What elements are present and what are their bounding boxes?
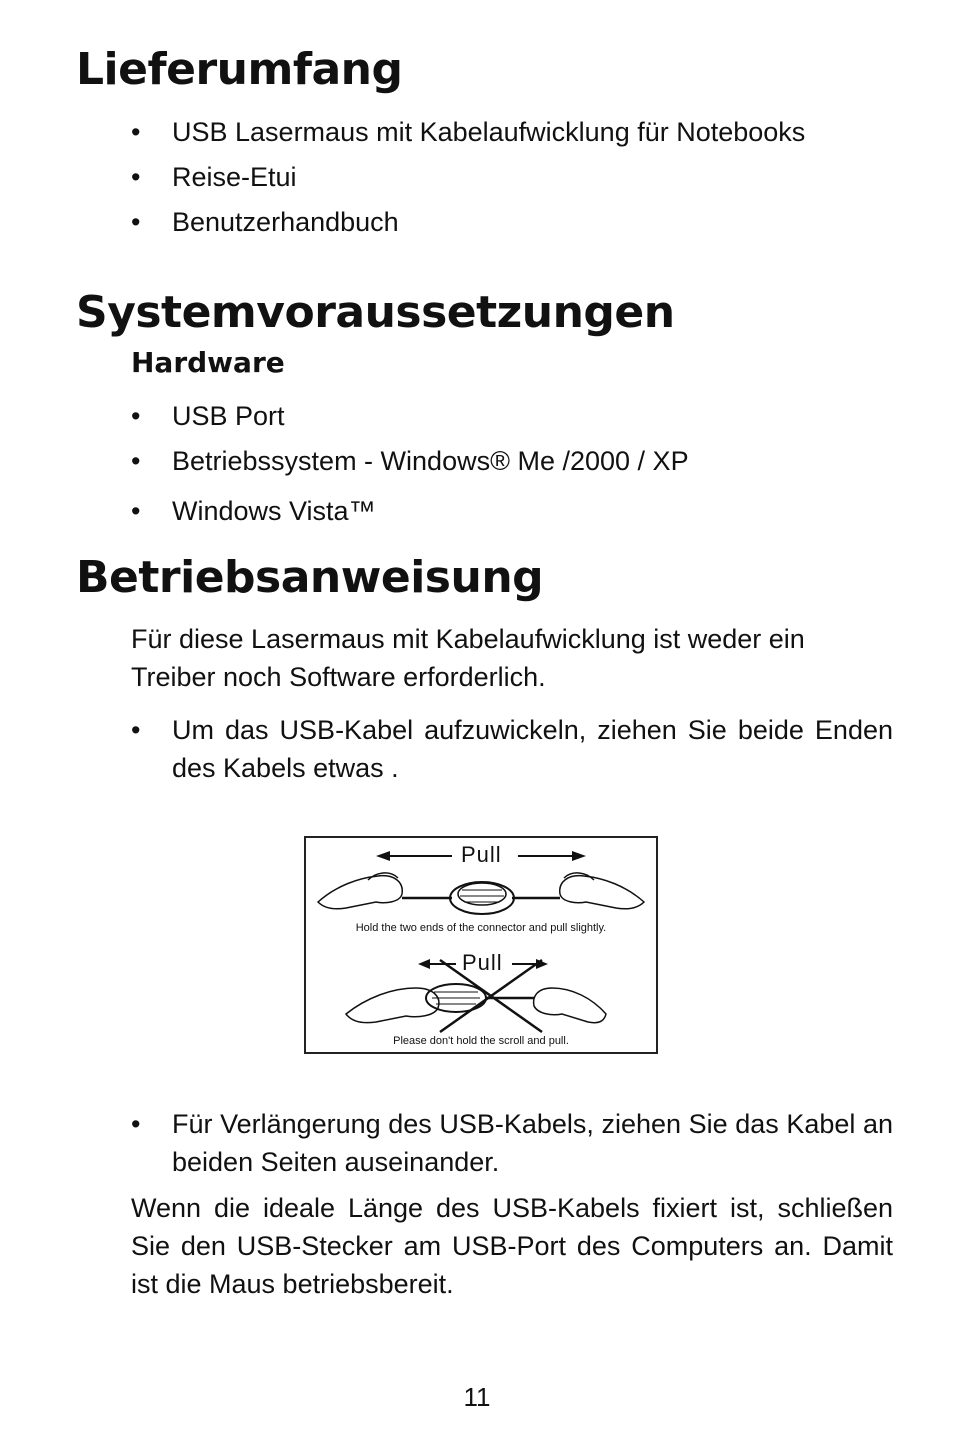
pull-label-top: Pull: [461, 842, 502, 867]
caption-bottom: Please don't hold the scroll and pull.: [393, 1035, 569, 1047]
bullet: •: [131, 401, 141, 431]
bullet: •: [131, 207, 141, 237]
pull-label-bottom: Pull: [462, 950, 503, 975]
bullet: •: [131, 1109, 141, 1139]
heading-lieferumfang: Lieferumfang: [76, 44, 403, 95]
intro-paragraph: Für diese Lasermaus mit Kabelaufwicklung ist weder ein Treiber noch Software erforderlich.: [131, 624, 805, 692]
bullet: •: [131, 162, 141, 192]
caption-top: Hold the two ends of the connector and pull slightly.: [355, 922, 607, 934]
bullet: •: [131, 117, 141, 147]
heading-betriebsanweisung: Betriebsanweisung: [76, 552, 544, 603]
cable-pull-illustration: [304, 836, 658, 1054]
subheading-hardware: Hardware: [131, 346, 285, 379]
bullet: •: [131, 715, 141, 745]
illustration-drawing: [306, 838, 656, 1052]
bullet: •: [131, 496, 141, 526]
heading-systemvoraussetzungen: Systemvoraussetzungen: [76, 287, 675, 338]
page-number: 11: [463, 1382, 491, 1412]
closing-paragraph: Wenn die ideale Länge des USB-Kabels fixiert ist, schließen Sie den USB-Stecker am USB-Port des Computers an. Damit ist die Maus betriebsbereit.: [131, 1193, 893, 1299]
bullet: •: [131, 446, 141, 476]
